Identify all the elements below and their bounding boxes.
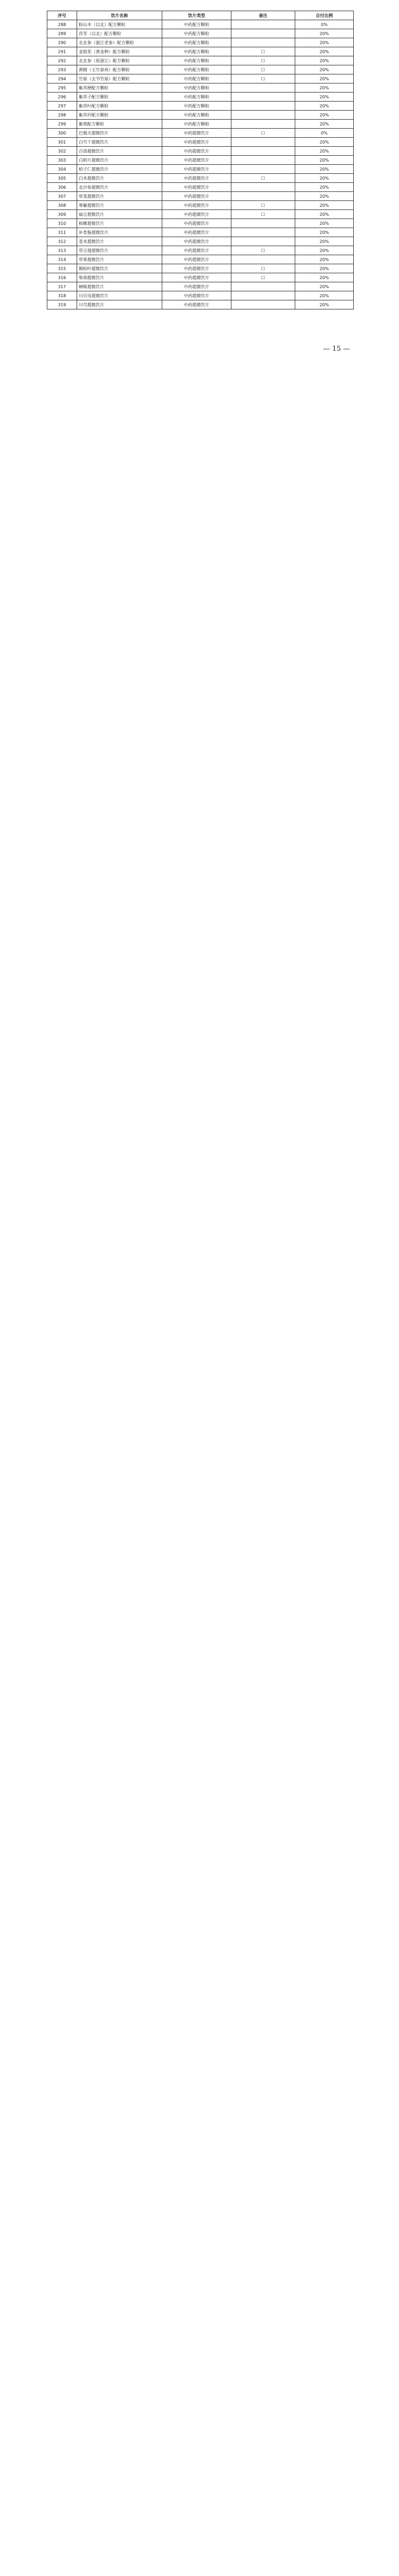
table-row — [47, 20, 354, 29]
copay-ratio: 20% — [295, 138, 354, 147]
copay-ratio: 20% — [295, 93, 354, 102]
drug-type: 中药超微饮片 — [162, 228, 231, 237]
drug-name: 紫苏叶配方颗粒 — [77, 102, 162, 111]
copay-ratio: 20% — [295, 273, 354, 282]
row-index: 310 — [47, 219, 77, 228]
drug-name: 北沙参超微饮片 — [77, 183, 162, 192]
column-header: 序号 — [47, 11, 77, 20]
drug-type: 中药超微饮片 — [162, 282, 231, 291]
drug-type: 中药超微饮片 — [162, 165, 231, 174]
drug-name: 柴胡超微饮片 — [77, 273, 162, 282]
drug-name: 萆薢超微饮片 — [77, 201, 162, 210]
row-index: 319 — [47, 300, 77, 309]
remark — [231, 219, 295, 228]
drug-type: 中药超微饮片 — [162, 156, 231, 165]
drug-name: 茯苓（以北）配方颗粒 — [77, 29, 162, 38]
remark — [231, 300, 295, 309]
drug-type: 中药超微饮片 — [162, 291, 231, 300]
table-row — [47, 174, 354, 183]
remark: ☐ — [231, 264, 295, 273]
drug-type: 中药配方颗粒 — [162, 47, 231, 56]
row-index: 292 — [47, 56, 77, 65]
table-row — [47, 93, 354, 102]
row-index: 298 — [47, 111, 77, 120]
row-index: 297 — [47, 102, 77, 111]
remark: ☐ — [231, 273, 295, 282]
document-page — [0, 0, 399, 515]
drug-type: 中药配方颗粒 — [162, 83, 231, 93]
drug-name: 白芍干超微饮片 — [77, 138, 162, 147]
drug-type: 中药超微饮片 — [162, 210, 231, 219]
remark: ☐ — [231, 74, 295, 83]
table-row — [47, 201, 354, 210]
copay-ratio: 20% — [295, 147, 354, 156]
remark — [231, 29, 295, 38]
drug-type: 中药配方颗粒 — [162, 38, 231, 47]
remark: ☐ — [231, 174, 295, 183]
drug-name: 百部超微饮片 — [77, 147, 162, 156]
copay-ratio: 20% — [295, 246, 354, 255]
table-row — [47, 65, 354, 74]
drug-type: 中药配方颗粒 — [162, 74, 231, 83]
column-header: 备注 — [231, 11, 295, 20]
drug-type: 中药配方颗粒 — [162, 65, 231, 74]
drug-type: 中药超微饮片 — [162, 237, 231, 246]
row-index: 302 — [47, 147, 77, 156]
remark: ☐ — [231, 56, 295, 65]
table-row — [47, 74, 354, 83]
drug-name: 苍术超微饮片 — [77, 237, 162, 246]
copay-ratio: 20% — [295, 111, 354, 120]
drug-name: 荜茇超微饮片 — [77, 192, 162, 201]
remark — [231, 83, 295, 93]
row-index: 314 — [47, 255, 77, 264]
row-index: 301 — [47, 138, 77, 147]
table-row — [47, 156, 354, 165]
drug-name: 白术超微饮片 — [77, 174, 162, 183]
remark — [231, 102, 295, 111]
remark — [231, 183, 295, 192]
remark: ☐ — [231, 129, 295, 138]
drug-table — [47, 11, 354, 309]
table-row — [47, 192, 354, 201]
table-row — [47, 56, 354, 65]
copay-ratio: 20% — [295, 56, 354, 65]
remark — [231, 237, 295, 246]
table-row — [47, 120, 354, 129]
copay-ratio: 20% — [295, 174, 354, 183]
table-row — [47, 129, 354, 138]
drug-name: 蝉蜕超微饮片 — [77, 282, 162, 291]
table-row — [47, 246, 354, 255]
drug-type: 中药超微饮片 — [162, 183, 231, 192]
drug-type: 中药超微饮片 — [162, 174, 231, 183]
table-row — [47, 255, 354, 264]
table-row — [47, 29, 354, 38]
row-index: 304 — [47, 165, 77, 174]
remark: ☐ — [231, 65, 295, 74]
drug-type: 中药超微饮片 — [162, 201, 231, 210]
copay-ratio: 20% — [295, 183, 354, 192]
column-header: 饮片类型 — [162, 11, 231, 20]
remark — [231, 255, 295, 264]
table-row — [47, 138, 354, 147]
drug-name: 紫菀配方颗粒 — [77, 120, 162, 129]
remark — [231, 291, 295, 300]
table-row — [47, 291, 354, 300]
table-row — [47, 111, 354, 120]
copay-ratio: 20% — [295, 228, 354, 237]
copay-ratio: 20% — [295, 192, 354, 201]
row-index: 312 — [47, 237, 77, 246]
drug-name: 草果超微饮片 — [77, 255, 162, 264]
copay-ratio: 20% — [295, 300, 354, 309]
drug-name: 柏子仁超微饮片 — [77, 165, 162, 174]
drug-name: 巴戟天超微饮片 — [77, 129, 162, 138]
table-row — [47, 237, 354, 246]
drug-name: 紫苏子配方颗粒 — [77, 93, 162, 102]
drug-type: 中药配方颗粒 — [162, 56, 231, 65]
remark — [231, 156, 295, 165]
drug-type: 中药超微饮片 — [162, 192, 231, 201]
row-index: 308 — [47, 201, 77, 210]
drug-type: 中药超微饮片 — [162, 264, 231, 273]
copay-ratio: 20% — [295, 237, 354, 246]
drug-name: 草豆蔻超微饮片 — [77, 246, 162, 255]
row-index: 295 — [47, 83, 77, 93]
remark: ☐ — [231, 246, 295, 255]
table-row — [47, 102, 354, 111]
row-index: 309 — [47, 210, 77, 219]
remark: ☐ — [231, 201, 295, 210]
drug-type: 中药超微饮片 — [162, 138, 231, 147]
drug-type: 中药超微饮片 — [162, 273, 231, 282]
remark: ☐ — [231, 210, 295, 219]
remark — [231, 111, 295, 120]
copay-ratio: 20% — [295, 38, 354, 47]
table-row — [47, 83, 354, 93]
copay-ratio: 20% — [295, 210, 354, 219]
row-index: 288 — [47, 20, 77, 29]
copay-ratio: 20% — [295, 156, 354, 165]
table-row — [47, 282, 354, 291]
row-index: 307 — [47, 192, 77, 201]
drug-name: 白附片超微饮片 — [77, 156, 162, 165]
table-row — [47, 38, 354, 47]
drug-type: 中药超微饮片 — [162, 300, 231, 309]
drug-type: 中药配方颗粒 — [162, 102, 231, 111]
row-index: 300 — [47, 129, 77, 138]
remark — [231, 228, 295, 237]
drug-type: 中药配方颗粒 — [162, 29, 231, 38]
copay-ratio: 0% — [295, 129, 354, 138]
remark: ☐ — [231, 47, 295, 56]
drug-name: 紫苏梗配方颗粒 — [77, 83, 162, 93]
row-index: 306 — [47, 183, 77, 192]
copay-ratio: 20% — [295, 201, 354, 210]
remark — [231, 192, 295, 201]
drug-name: 北玄参（浙江老参）配方颗粒 — [77, 38, 162, 47]
page-number: — 15 — — [323, 345, 350, 353]
copay-ratio: 20% — [295, 47, 354, 56]
column-header: 饮片名称 — [77, 11, 162, 20]
row-index: 303 — [47, 156, 77, 165]
drug-type: 中药超微饮片 — [162, 219, 231, 228]
copay-ratio: 20% — [295, 282, 354, 291]
drug-type: 中药配方颗粒 — [162, 111, 231, 120]
copay-ratio: 0% — [295, 20, 354, 29]
drug-type: 中药配方颗粒 — [162, 20, 231, 29]
remark — [231, 138, 295, 147]
copay-ratio: 20% — [295, 219, 354, 228]
drug-name: 紫苏杆配方颗粒 — [77, 111, 162, 120]
copay-ratio: 20% — [295, 74, 354, 83]
drug-name: 竹茹（去节竹茹）配方颗粒 — [77, 74, 162, 83]
row-index: 315 — [47, 264, 77, 273]
table-row — [47, 147, 354, 156]
copay-ratio: 20% — [295, 65, 354, 74]
drug-type: 中药超微饮片 — [162, 246, 231, 255]
column-header: 自付比例 — [295, 11, 354, 20]
drug-name: 川芎超微饮片 — [77, 300, 162, 309]
table-row — [47, 210, 354, 219]
table-row — [47, 228, 354, 237]
copay-ratio: 20% — [295, 83, 354, 93]
drug-name: 补骨脂超微饮片 — [77, 228, 162, 237]
row-index: 305 — [47, 174, 77, 183]
row-index: 318 — [47, 291, 77, 300]
table-row — [47, 183, 354, 192]
row-index: 289 — [47, 29, 77, 38]
row-index: 290 — [47, 38, 77, 47]
drug-name: 川贝母超微饮片 — [77, 291, 162, 300]
row-index: 311 — [47, 228, 77, 237]
remark — [231, 120, 295, 129]
drug-name: 粉山木（以北）配方颗粒 — [77, 20, 162, 29]
drug-name: 槟榔超微饮片 — [77, 219, 162, 228]
table-header-row — [47, 11, 354, 20]
drug-type: 中药配方颗粒 — [162, 93, 231, 102]
drug-name: 黄精（玉竹泰州）配方颗粒 — [77, 65, 162, 74]
remark — [231, 165, 295, 174]
row-index: 293 — [47, 65, 77, 74]
row-index: 291 — [47, 47, 77, 56]
table-row — [47, 219, 354, 228]
table-row — [47, 264, 354, 273]
copay-ratio: 20% — [295, 120, 354, 129]
table-row — [47, 273, 354, 282]
copay-ratio: 20% — [295, 102, 354, 111]
copay-ratio: 20% — [295, 264, 354, 273]
drug-name: 金银花（黄金种）配方颗粒 — [77, 47, 162, 56]
row-index: 296 — [47, 93, 77, 102]
drug-type: 中药配方颗粒 — [162, 120, 231, 129]
drug-name: 侧柏叶超微饮片 — [77, 264, 162, 273]
copay-ratio: 20% — [295, 29, 354, 38]
table-row — [47, 300, 354, 309]
drug-type: 中药超微饮片 — [162, 147, 231, 156]
drug-name: 扁豆超微饮片 — [77, 210, 162, 219]
remark — [231, 282, 295, 291]
drug-type: 中药超微饮片 — [162, 255, 231, 264]
remark — [231, 20, 295, 29]
row-index: 313 — [47, 246, 77, 255]
remark — [231, 147, 295, 156]
drug-type: 中药超微饮片 — [162, 129, 231, 138]
drug-name: 北玄参（原浙江）配方颗粒 — [77, 56, 162, 65]
row-index: 299 — [47, 120, 77, 129]
remark — [231, 93, 295, 102]
copay-ratio: 20% — [295, 165, 354, 174]
copay-ratio: 20% — [295, 291, 354, 300]
table-row — [47, 165, 354, 174]
row-index: 317 — [47, 282, 77, 291]
table-row — [47, 47, 354, 56]
row-index: 294 — [47, 74, 77, 83]
row-index: 316 — [47, 273, 77, 282]
remark — [231, 38, 295, 47]
copay-ratio: 20% — [295, 255, 354, 264]
